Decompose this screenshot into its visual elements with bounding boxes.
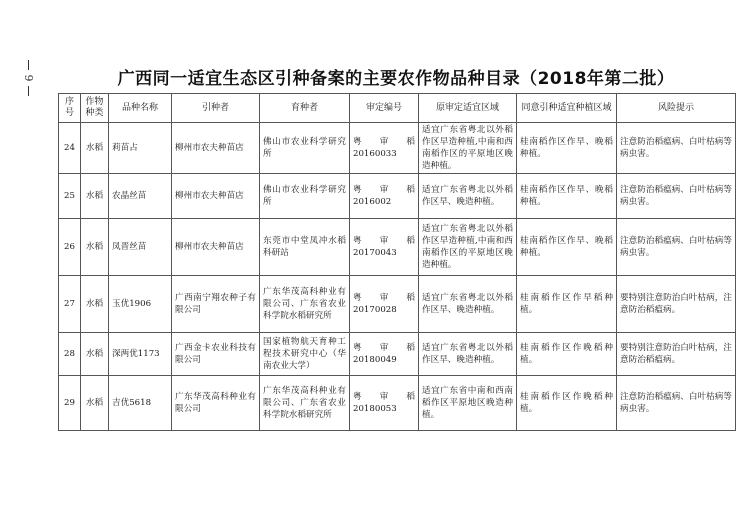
cell-risk: 要特别注意防治白叶枯病，注意防治稻瘟病。 xyxy=(617,333,736,376)
cell-crop: 水稻 xyxy=(81,174,109,219)
cell-no: 27 xyxy=(59,276,81,333)
cell-original-area: 适宜广东省粤北以外稻作区早、晚造种植。 xyxy=(419,276,517,333)
header-variety: 品种名称 xyxy=(109,94,172,123)
cell-registration: 粤审稻20160033 xyxy=(350,123,419,174)
table-header-row xyxy=(59,94,736,123)
cell-approved-area: 桂南稻作区作晚稻种植。 xyxy=(517,376,617,431)
header-crop: 作物种类 xyxy=(81,94,109,123)
cell-no: 25 xyxy=(59,174,81,219)
header-approved-area: 同意引种适宜种植区域 xyxy=(517,94,617,123)
cell-variety: 吉优5618 xyxy=(109,376,172,431)
cell-breeder: 佛山市农业科学研究所 xyxy=(260,174,350,219)
cell-variety: 玉优1906 xyxy=(109,276,172,333)
header-registration: 审定编号 xyxy=(350,94,419,123)
header-breeder: 育种者 xyxy=(260,94,350,123)
cell-risk: 注意防治稻瘟病、白叶枯病等病虫害。 xyxy=(617,174,736,219)
cell-risk: 要特别注意防治白叶枯病，注意防治稻瘟病。 xyxy=(617,276,736,333)
cell-risk: 注意防治稻瘟病、白叶枯病等病虫害。 xyxy=(617,123,736,174)
cell-breeder: 佛山市农业科学研究所 xyxy=(260,123,350,174)
cell-variety: 深两优1173 xyxy=(109,333,172,376)
cell-introducer: 柳州市农夫种苗店 xyxy=(172,174,260,219)
page-number: 9 xyxy=(20,58,36,98)
table-row xyxy=(59,276,736,333)
cell-variety: 莉苗占 xyxy=(109,123,172,174)
cell-introducer: 广西金卡农业科技有限公司 xyxy=(172,333,260,376)
cell-crop: 水稻 xyxy=(81,376,109,431)
cell-registration: 粤审稻2016002 xyxy=(350,174,419,219)
cell-approved-area: 桂南稻作区作早、晚稻种植。 xyxy=(517,219,617,276)
header-no: 序号 xyxy=(59,94,81,123)
cell-approved-area: 桂南稻作区作晚稻种植。 xyxy=(517,333,617,376)
cell-crop: 水稻 xyxy=(81,123,109,174)
variety-table xyxy=(58,93,736,431)
cell-registration: 粤审稻20170028 xyxy=(350,276,419,333)
cell-approved-area: 桂南稻作区作早、晚稻种植。 xyxy=(517,123,617,174)
table-row xyxy=(59,376,736,431)
header-introducer: 引种者 xyxy=(172,94,260,123)
cell-introducer: 柳州市农夫种苗店 xyxy=(172,219,260,276)
cell-no: 29 xyxy=(59,376,81,431)
cell-registration: 粤审稻20180053 xyxy=(350,376,419,431)
cell-breeder: 国家植物航天育种工程技术研究中心（华南农业大学） xyxy=(260,333,350,376)
cell-no: 28 xyxy=(59,333,81,376)
header-risk: 风险提示 xyxy=(617,94,736,123)
cell-original-area: 适宜广东省中南和西南稻作区平原地区晚造种植。 xyxy=(419,376,517,431)
cell-registration: 粤审稻20180049 xyxy=(350,333,419,376)
cell-crop: 水稻 xyxy=(81,276,109,333)
cell-original-area: 适宜广东省粤北以外稻作区早、晚造种植。 xyxy=(419,333,517,376)
cell-no: 26 xyxy=(59,219,81,276)
cell-no: 24 xyxy=(59,123,81,174)
cell-variety: 农晶丝苗 xyxy=(109,174,172,219)
cell-breeder: 广东华茂高科种业有限公司、广东省农业科学院水稻研究所 xyxy=(260,276,350,333)
cell-introducer: 广西南宁翔农种子有限公司 xyxy=(172,276,260,333)
cell-approved-area: 桂南稻作区作早、晚稻种植。 xyxy=(517,174,617,219)
table-row xyxy=(59,174,736,219)
cell-risk: 注意防治稻瘟病、白叶枯病等病虫害。 xyxy=(617,376,736,431)
cell-introducer: 柳州市农夫种苗店 xyxy=(172,123,260,174)
table-row xyxy=(59,123,736,174)
cell-breeder: 东莞市中堂凤冲水稻科研站 xyxy=(260,219,350,276)
cell-original-area: 适宜广东省粤北以外稻作区早、晚造种植。 xyxy=(419,174,517,219)
table-row xyxy=(59,219,736,276)
document-title: 广西同一适宜生态区引种备案的主要农作物品种目录（2018年第二批） xyxy=(117,69,675,89)
cell-approved-area: 桂南稻作区作早稻种植。 xyxy=(517,276,617,333)
cell-original-area: 适宜广东省粤北以外稻作区早造种植,中南和西南稻作区的平原地区晚造种植。 xyxy=(419,123,517,174)
table-row xyxy=(59,333,736,376)
cell-registration: 粤审稻20170043 xyxy=(350,219,419,276)
cell-breeder: 广东华茂高科种业有限公司、广东省农业科学院水稻研究所 xyxy=(260,376,350,431)
cell-original-area: 适宜广东省粤北以外稻作区早造种植,中南和西南稻作区的平原地区晚造种植。 xyxy=(419,219,517,276)
cell-introducer: 广东华茂高科种业有限公司 xyxy=(172,376,260,431)
cell-crop: 水稻 xyxy=(81,333,109,376)
cell-crop: 水稻 xyxy=(81,219,109,276)
cell-variety: 凤晋丝苗 xyxy=(109,219,172,276)
cell-risk: 注意防治稻瘟病、白叶枯病等病虫害。 xyxy=(617,219,736,276)
header-original-area: 原审定适宜区域 xyxy=(419,94,517,123)
